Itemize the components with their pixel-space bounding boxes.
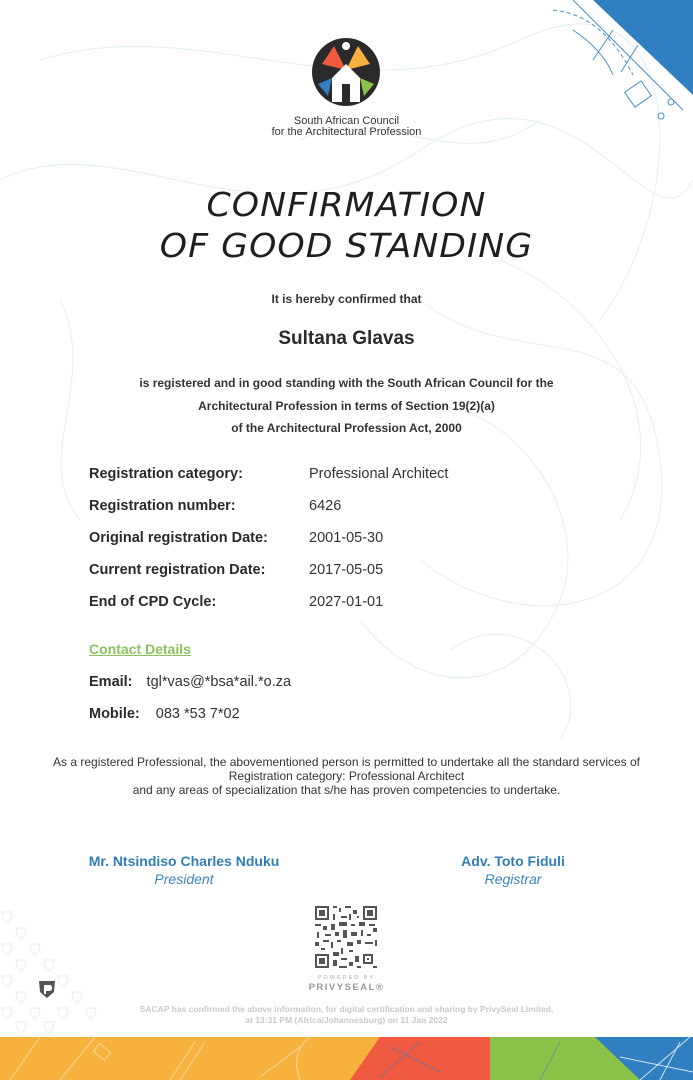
color-band-footer bbox=[0, 1037, 693, 1080]
email-label: Email: bbox=[89, 674, 133, 690]
mobile-label: Mobile: bbox=[89, 706, 140, 722]
signatory-name: Mr. Ntsindiso Charles Nduku bbox=[88, 853, 280, 869]
email-value: tgl*vas@*bsa*ail.*o.za bbox=[146, 674, 292, 690]
mobile-value: 083 *53 7*02 bbox=[155, 706, 240, 722]
services-line: and any areas of specialization that s/he has proven competencies to undertake. bbox=[132, 783, 561, 797]
field-label: Original registration Date: bbox=[89, 530, 268, 546]
statement-line: Architectural Profession in terms of Section 19(2)(a) bbox=[198, 398, 495, 413]
powered-by-label: POWERED BY bbox=[317, 975, 376, 981]
signatory-role: President bbox=[154, 871, 214, 887]
field-value: 2001-05-30 bbox=[309, 530, 384, 546]
document-title-line2: OF GOOD STANDING bbox=[159, 226, 534, 265]
contact-details-heading: Contact Details bbox=[89, 641, 191, 657]
services-line: Registration category: Professional Architect bbox=[228, 769, 465, 783]
field-value: 2017-05-05 bbox=[309, 562, 384, 578]
certification-footer bbox=[0, 1004, 693, 1026]
corner-decoration bbox=[533, 0, 693, 130]
org-name-line2: for the Architectural Profession bbox=[271, 126, 422, 138]
field-label: End of CPD Cycle: bbox=[89, 594, 217, 610]
footer-line: SACAP has confirmed the above information, for digital certification and sharing by PrivySeal Limited, bbox=[139, 1004, 554, 1014]
statement-line: is registered and in good standing with the South African Council for the bbox=[139, 376, 554, 390]
field-value: 2027-01-01 bbox=[309, 594, 384, 610]
signatory-name: Adv. Toto Fiduli bbox=[461, 853, 565, 869]
intro-text: It is hereby confirmed that bbox=[271, 292, 422, 306]
signatory-registrar bbox=[383, 853, 643, 887]
document-title-line1: CONFIRMATION bbox=[206, 185, 487, 224]
field-label: Registration number: bbox=[89, 498, 236, 514]
services-statement bbox=[0, 755, 693, 797]
qr-code[interactable] bbox=[313, 904, 379, 970]
field-value: Professional Architect bbox=[309, 466, 449, 482]
privyseal-brand: PRIVYSEAL® bbox=[308, 982, 385, 993]
mobile-row bbox=[89, 706, 240, 722]
statement-line: of the Architectural Profession Act, 2000 bbox=[231, 421, 462, 435]
footer-line: at 13:31 PM (Africa/Johannesburg) on 11 Jan 2022 bbox=[245, 1015, 448, 1025]
services-line: As a registered Professional, the abovementioned person is permitted to undertake all the standard services of bbox=[53, 755, 640, 769]
field-label: Registration category: bbox=[89, 466, 243, 482]
signatory-president bbox=[54, 853, 314, 887]
field-value: 6426 bbox=[309, 498, 342, 514]
signatory-role: Registrar bbox=[484, 871, 542, 887]
sacap-logo bbox=[310, 36, 382, 108]
privyseal-shield-icon bbox=[37, 978, 57, 1000]
org-name-line1: South African Council bbox=[293, 115, 400, 127]
standing-statement bbox=[0, 372, 693, 440]
person-name: Sultana Glavas bbox=[278, 328, 415, 349]
field-label: Current registration Date: bbox=[89, 562, 266, 578]
email-row bbox=[89, 674, 291, 690]
